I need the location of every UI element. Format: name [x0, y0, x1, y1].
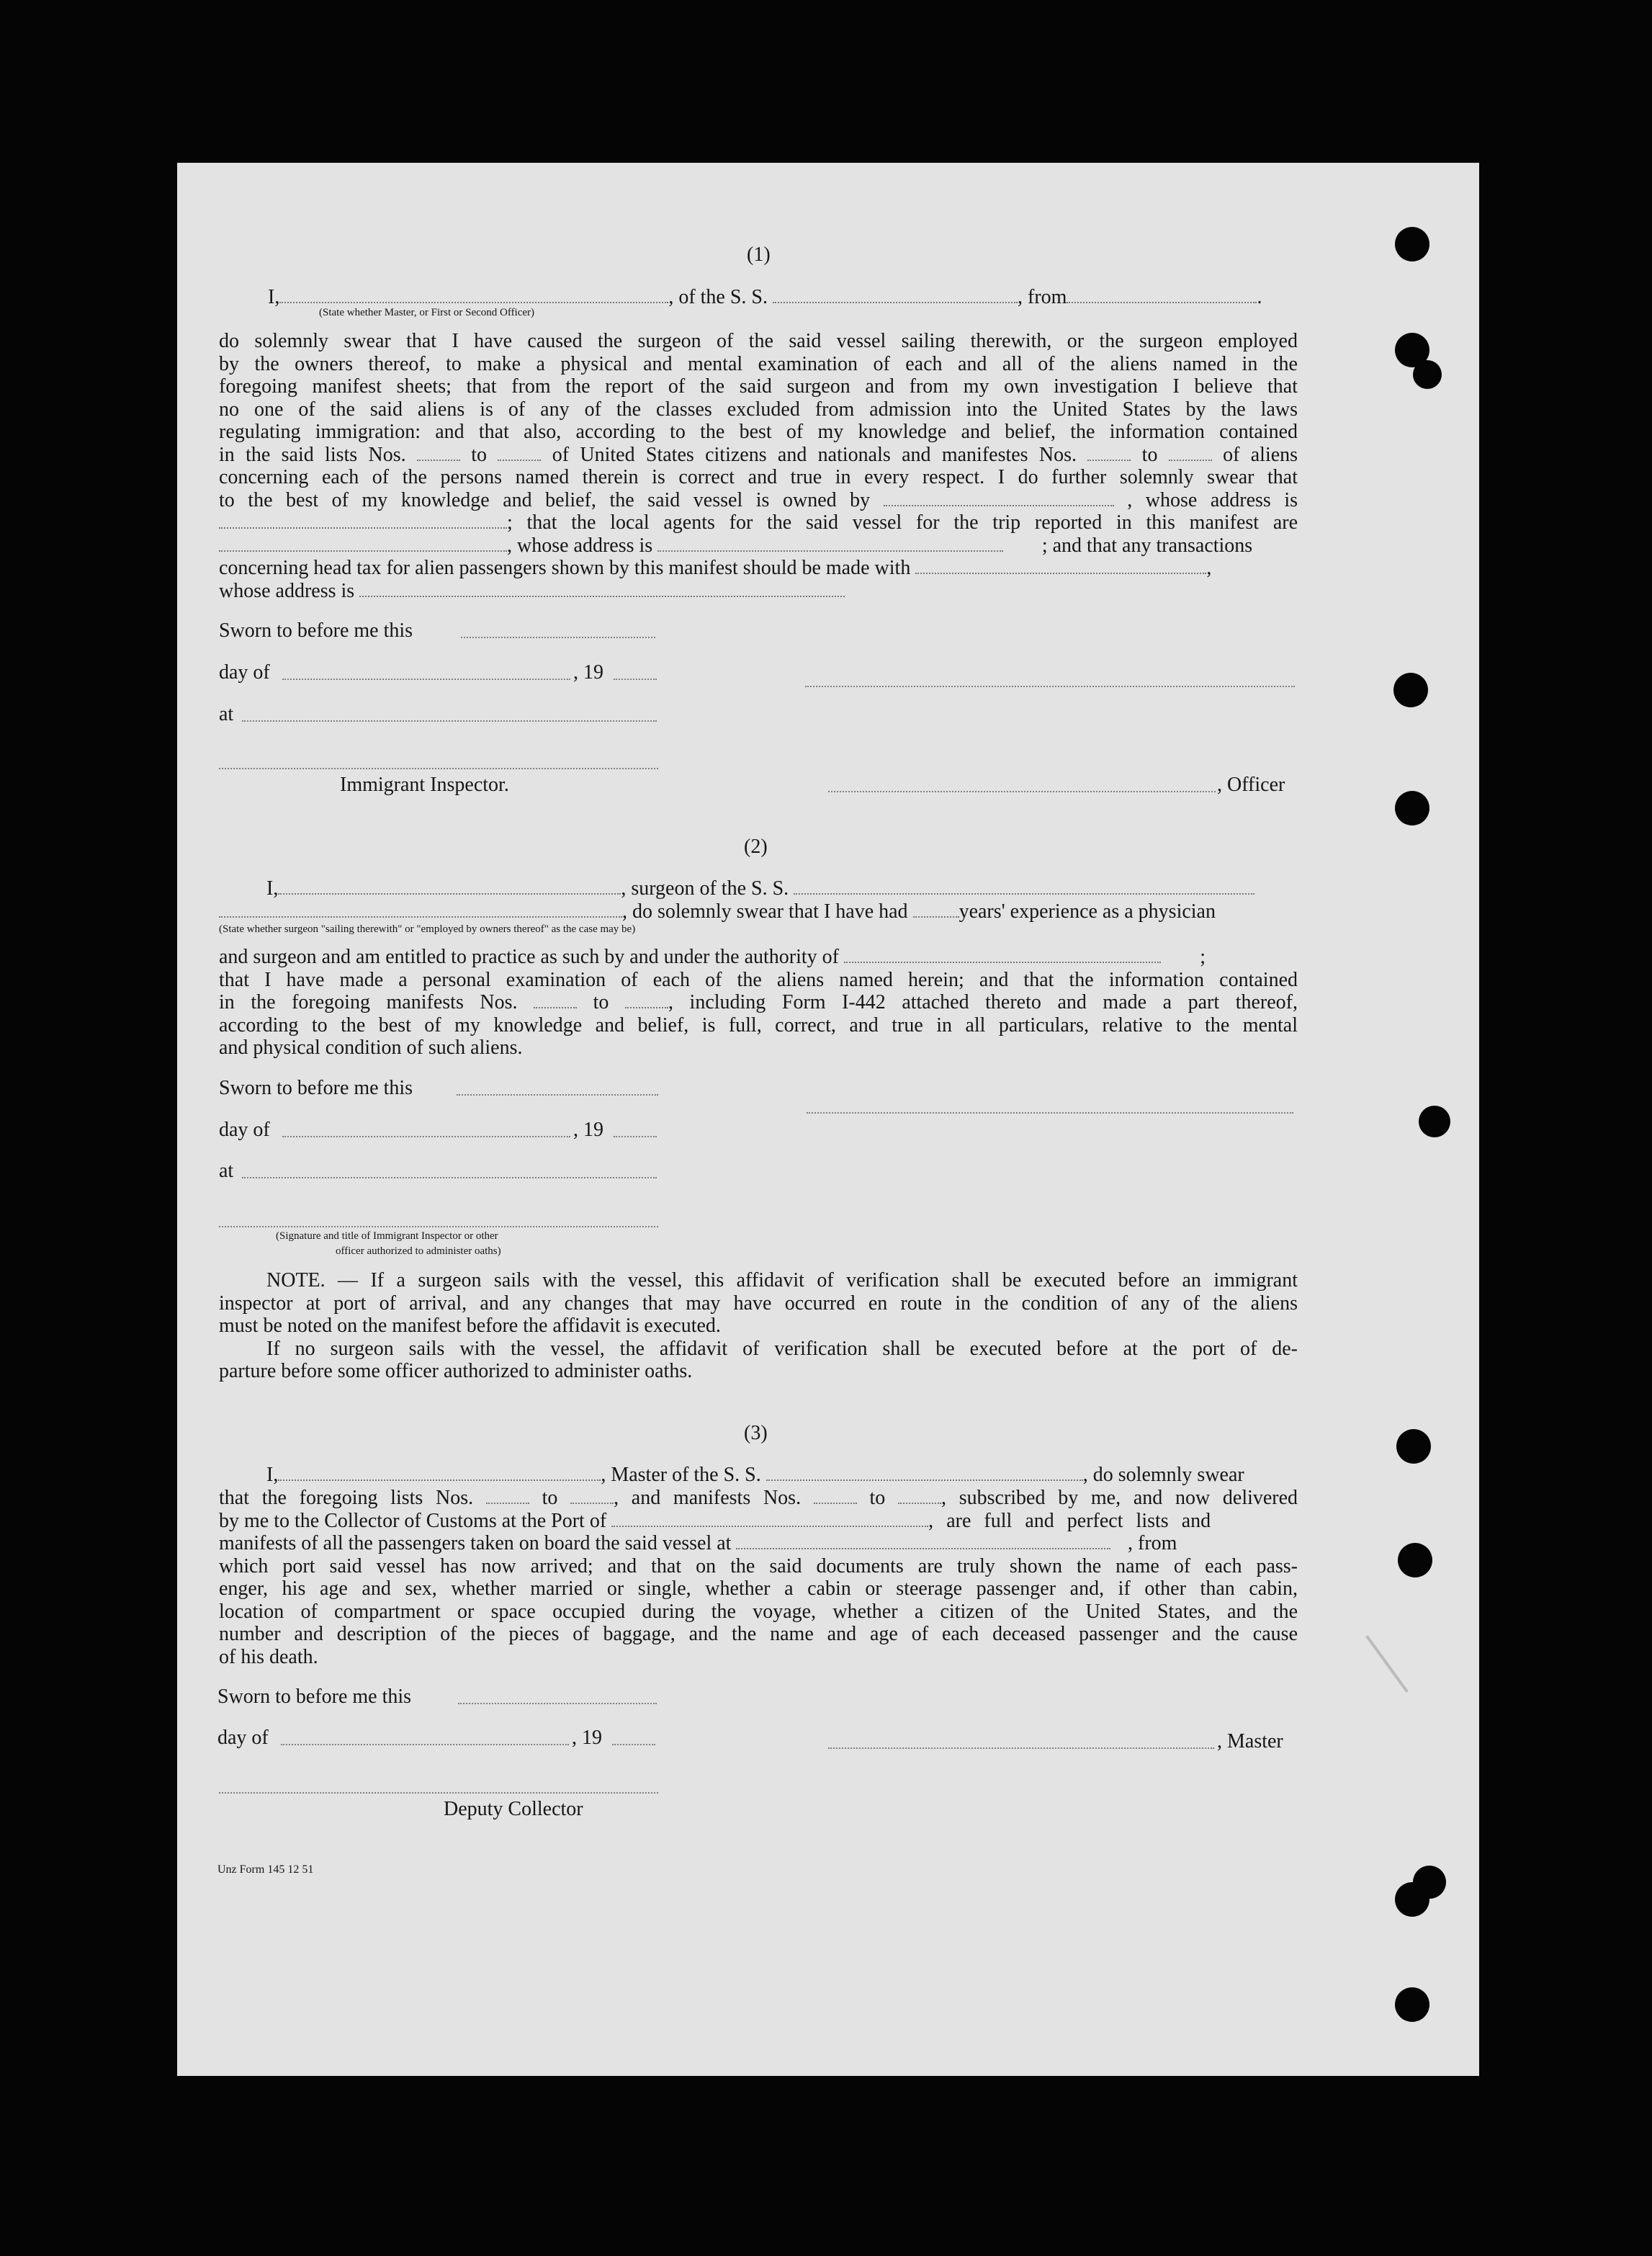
text-line [219, 1510, 1298, 1533]
text-line [219, 534, 1298, 558]
punch-hole [1395, 1987, 1429, 2022]
local-agents-field[interactable] [219, 535, 507, 552]
field-hint: (State whether Master, or First or Second Officer) [319, 307, 535, 318]
text-line: no one of the said aliens is of any of the classes excluded from admission into the United States by the laws [219, 398, 1298, 421]
label: , from [1018, 286, 1067, 308]
manifest-from-field[interactable] [814, 1487, 857, 1504]
agents-address-field[interactable] [657, 535, 1003, 552]
label: , including Form I-442 attached thereto and made a part thereof, [668, 991, 1298, 1013]
label: , are full and perfect lists and [928, 1509, 1211, 1532]
label: of aliens [1223, 443, 1298, 466]
text-line: concerning each of the persons named therein is correct and true in every respect. I do further solemnly swear that [219, 466, 1298, 488]
note-line: NOTE. — If a surgeon sails with the vessel, this affidavit of verification shall be executed before an immigrant [266, 1269, 1298, 1292]
list-from-field[interactable] [486, 1487, 529, 1504]
month-field[interactable] [282, 1136, 570, 1137]
text-line [219, 444, 1298, 467]
text-line: regulating immigration: and that also, according to the best of my knowledge and belief, the information contained [219, 421, 1298, 443]
list-from-field[interactable] [417, 444, 460, 461]
year-field[interactable] [612, 1744, 655, 1745]
list-to-field[interactable] [498, 444, 541, 461]
label: in the foregoing manifests Nos. [219, 991, 518, 1013]
text-line: location of compartment or space occupied during the voyage, whether a citizen of the United States, and the [219, 1600, 1298, 1623]
text-line [219, 1532, 1298, 1555]
label: , of the S. S. [668, 286, 768, 308]
text-line [219, 557, 1298, 580]
text-line [219, 901, 1216, 922]
year-label: , 19 [573, 661, 603, 684]
list-to-field[interactable] [570, 1487, 614, 1504]
text-line: of his death. [219, 1645, 318, 1668]
note-line: inspector at port of arrival, and any changes that may have occurred en route in the condition of any of the aliens [219, 1292, 1298, 1315]
sworn-label: Sworn to before me this [219, 619, 413, 642]
punch-hole [1395, 227, 1429, 261]
text-line [266, 878, 1254, 899]
note-line: If no surgeon sails with the vessel, the affidavit of verification shall be executed before at the port of de- [266, 1337, 1298, 1360]
contact-address-field[interactable] [359, 581, 845, 597]
label: , subscribed by me, and now delivered [941, 1487, 1298, 1509]
punch-hole [1419, 1106, 1450, 1137]
deputy-signature-line[interactable] [219, 1792, 658, 1794]
manifest-to-field[interactable] [625, 992, 668, 1008]
text-line: by the owners thereof, to make a physical and mental examination of each and all of the aliens named in the [219, 352, 1298, 375]
officer-signature-field[interactable] [828, 791, 1216, 792]
officer-label: , Officer [1217, 774, 1285, 796]
label: ; that the local agents for the said vessel for the trip reported in this manifest are [507, 511, 1298, 534]
master-signature-field[interactable] [828, 1747, 1214, 1749]
departure-port-field[interactable] [1067, 287, 1257, 303]
section-number: (3) [744, 1422, 768, 1444]
label: I, [268, 286, 280, 308]
note-line: must be noted on the manifest before the affidavit is executed. [219, 1315, 721, 1337]
label: , [1206, 557, 1212, 579]
sworn-day-field[interactable] [457, 1094, 658, 1096]
punch-hole [1413, 1866, 1446, 1899]
head-tax-contact-field[interactable] [915, 558, 1206, 574]
text-line [219, 489, 1298, 512]
label: , from [1128, 1532, 1177, 1554]
section-number: (1) [747, 243, 771, 266]
label: I, [266, 877, 279, 900]
text-line: that I have made a personal examination of each of the aliens named herein; and that the information contained [219, 968, 1298, 991]
year-label: , 19 [572, 1727, 602, 1749]
text-line: which port said vessel has now arrived; and that on the said documents are truly shown the name of each pass- [219, 1554, 1298, 1577]
signature-caption: officer authorized to administer oaths) [336, 1245, 501, 1257]
label: and surgeon and am entitled to practice as such by and under the authority of [219, 946, 839, 968]
text-line: number and description of the pieces of baggage, and the name and age of each deceased passenger and the cause [219, 1623, 1298, 1645]
label: years' experience as a physician [959, 900, 1216, 923]
text-line [219, 991, 1298, 1014]
surgeon-signature-line[interactable] [807, 1112, 1293, 1114]
authority-field[interactable] [844, 946, 1161, 963]
label: by me to the Collector of Customs at the Port of [219, 1509, 607, 1532]
owner-address-field[interactable] [219, 512, 507, 529]
place-field[interactable] [242, 1177, 657, 1178]
year-field[interactable] [614, 679, 657, 680]
label: . [1257, 286, 1262, 308]
owner-field[interactable] [884, 490, 1114, 506]
text-line [268, 287, 1262, 308]
label: in the said lists Nos. [219, 443, 406, 466]
punch-hole [1413, 360, 1442, 389]
label: to [1141, 443, 1158, 466]
label: that the foregoing lists Nos. [219, 1487, 474, 1509]
label: to [869, 1487, 886, 1509]
text-line: according to the best of my knowledge and belief, is full, correct, and true in all particulars, relative to the mental [219, 1013, 1298, 1037]
label: concerning head tax for alien passengers shown by this manifest should be made with [219, 557, 911, 579]
text-line: foregoing manifest sheets; that from the report of the said surgeon and from my own investigation I believe that [219, 375, 1298, 398]
master-name-field[interactable] [278, 1464, 601, 1481]
manifest-from-field[interactable] [1087, 444, 1131, 461]
manifest-from-field[interactable] [534, 992, 577, 1008]
sworn-day-field[interactable] [458, 1703, 657, 1704]
manifest-to-field[interactable] [898, 1487, 941, 1504]
label: , whose address is [507, 534, 653, 557]
vessel-name-field[interactable] [773, 287, 1018, 303]
years-field[interactable] [913, 901, 959, 918]
text-line [266, 1464, 1244, 1485]
inspector-signature-line[interactable] [219, 768, 658, 769]
officer-name-field[interactable] [279, 287, 668, 303]
label: of United States citizens and nationals and manifestes Nos. [552, 443, 1077, 466]
text-line [219, 580, 1298, 603]
label: , do solemnly swear that I have had [622, 900, 908, 923]
place-field[interactable] [242, 720, 657, 722]
signature-caption: (Signature and title of Immigrant Inspector or other [276, 1230, 498, 1242]
label: to [542, 1487, 558, 1509]
label: ; and that any transactions [1041, 534, 1253, 557]
text-line: do solemnly swear that I have caused the surgeon of the said vessel sailing therewith, or the surgeon employed [219, 330, 1298, 352]
text-line [219, 1487, 1298, 1510]
punch-hole [1398, 1543, 1432, 1577]
text-line: enger, his age and sex, whether married or single, whether a cabin or steerage passenger and, if other than cabin, [219, 1577, 1298, 1600]
day-of-label: day of [219, 1119, 270, 1141]
punch-hole [1393, 673, 1428, 707]
label: ; [1200, 946, 1206, 968]
label: to [471, 443, 488, 466]
inspector-signature-line[interactable] [219, 1226, 658, 1227]
punch-hole [1395, 791, 1429, 825]
vessel-name-field[interactable] [794, 878, 1254, 895]
month-field[interactable] [281, 1744, 569, 1745]
label: to the best of my knowledge and belief, the said vessel is owned by [219, 488, 871, 511]
field-hint: (State whether surgeon "sailing therewith" or "employed by owners thereof" as the case may be) [219, 923, 636, 935]
embarkation-port-field[interactable] [736, 1533, 1110, 1549]
surgeon-name-field[interactable] [278, 878, 621, 895]
month-field[interactable] [282, 679, 570, 680]
officer-signature-line-upper[interactable] [805, 686, 1295, 687]
inspector-label: Immigrant Inspector. [340, 774, 509, 796]
label: , whose address is [1127, 488, 1298, 511]
label: I, [266, 1464, 279, 1486]
vessel-name-field[interactable] [766, 1464, 1083, 1481]
sworn-day-field[interactable] [461, 637, 655, 638]
sworn-label: Sworn to before me this [219, 1077, 413, 1099]
collector-port-field[interactable] [611, 1510, 928, 1527]
label: , and manifests Nos. [614, 1487, 802, 1509]
note-line: parture before some officer authorized to administer oaths. [219, 1360, 693, 1382]
label: whose address is [219, 579, 355, 602]
master-label: , Master [1217, 1730, 1283, 1753]
label: to [593, 991, 609, 1013]
manifest-to-field[interactable] [1169, 444, 1212, 461]
year-field[interactable] [614, 1136, 657, 1137]
form-number: Unz Form 145 12 51 [217, 1863, 314, 1876]
text-line [219, 511, 1298, 534]
deputy-collector-label: Deputy Collector [444, 1798, 583, 1820]
text-line [219, 946, 1298, 969]
label: , Master of the S. S. [601, 1464, 761, 1486]
text-line: and physical condition of such aliens. [219, 1037, 523, 1059]
label: , do solemnly swear [1082, 1464, 1244, 1486]
label: , surgeon of the S. S. [621, 877, 789, 900]
punch-hole [1396, 1429, 1431, 1464]
surgeon-status-field[interactable] [219, 901, 622, 918]
day-of-label: day of [219, 661, 270, 684]
at-label: at [219, 1160, 234, 1182]
sworn-label: Sworn to before me this [217, 1686, 412, 1708]
label: manifests of all the passengers taken on board the said vessel at [219, 1532, 732, 1554]
year-label: , 19 [573, 1119, 603, 1141]
day-of-label: day of [217, 1727, 269, 1749]
at-label: at [219, 703, 234, 725]
section-number: (2) [744, 836, 768, 858]
